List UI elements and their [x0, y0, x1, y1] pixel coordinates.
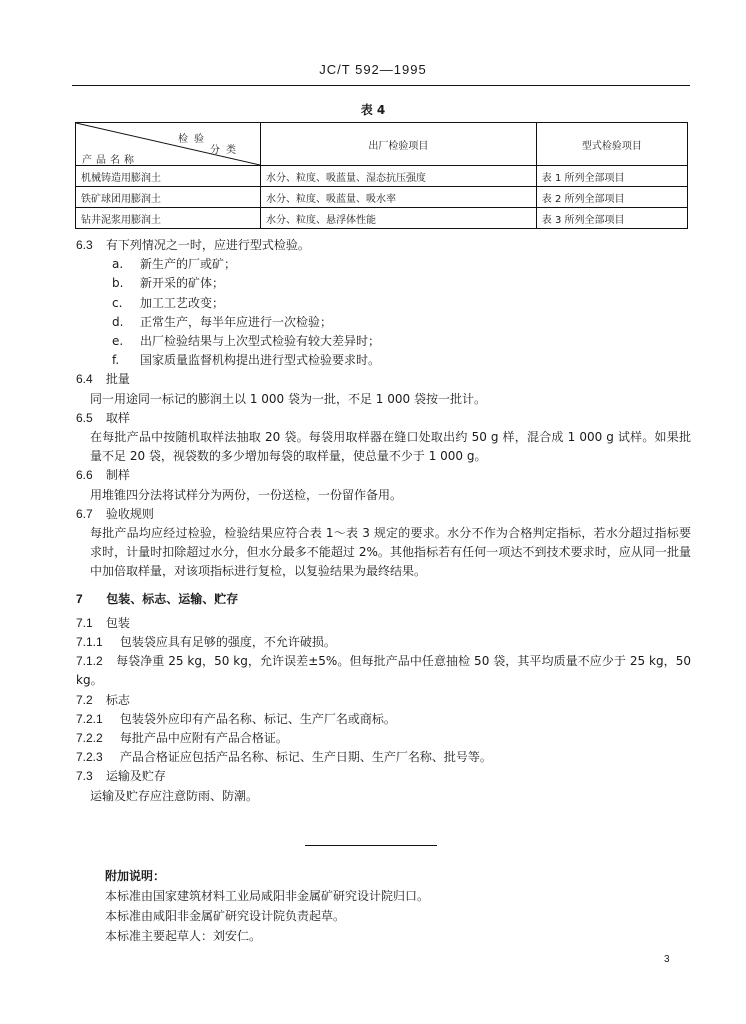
list-item: d. 正常生产，每半年应进行一次检验； — [112, 314, 333, 329]
standard-code-header: JC/T 592—1995 — [319, 62, 427, 77]
type-items-cell: 表 2 所列全部项目 — [536, 187, 687, 208]
clause-title: 标志 — [105, 692, 130, 707]
table-row — [76, 166, 688, 187]
clause-paragraph: 每批产品均应经过检验，检验结果应符合表 1～表 3 规定的要求。水分不作为合格判定指标，若水分超过指标要求时，计量时扣除超过水分，但水分最多不能超过 2%。其他指标若有任何一项达不到技术要求时，应从同一批量中加倍取样量，对该项指标进行复检，以复验结果为最终结果。 — [90, 526, 691, 579]
clause-7-2-2: 7.2.2 每批产品中应附有产品合格证。 — [76, 731, 288, 746]
clause-number: 6.3 — [76, 238, 93, 252]
clause-paragraph: 运输及贮存应注意防雨、防潮。 — [90, 788, 259, 803]
notes-line: 本标准主要起草人：刘安仁。 — [105, 929, 262, 943]
list-item: c. 加工工艺改变； — [112, 295, 225, 310]
table-header-row — [76, 123, 688, 166]
diagonal-header-cell — [76, 123, 261, 166]
col-header-type-inspection: 型式检验项目 — [536, 123, 687, 166]
clause-paragraph: 在每批产品中按随机取样法抽取 20 袋。每袋用取样器在缝口处取出约 50 g 样，混合成 1 000 g 试样。如果批量不足 20 袋，视袋数的多少增加每袋的取样量，使总量不少于 1 000 g。 — [90, 430, 691, 464]
corner-label-category: 分类 — [210, 145, 242, 156]
clause-6-3 — [76, 236, 691, 255]
table-row — [76, 208, 688, 229]
corner-label-inspection: 检验 — [178, 134, 210, 145]
corner-label-product: 产品名称 — [82, 155, 138, 166]
clause-paragraph: 同一用途同一标记的膨润土以 1 000 袋为一批，不足 1 000 袋按一批计。 — [90, 391, 486, 406]
additional-notes — [105, 866, 429, 946]
clause-title: 取样 — [105, 410, 130, 425]
list-item: e. 出厂检验结果与上次型式检验有较大差异时； — [112, 334, 381, 349]
list-item: b. 新开采的矿体； — [112, 276, 225, 291]
clause-title: 制样 — [105, 468, 130, 483]
table-4 — [75, 122, 688, 229]
clause-7-2-3: 7.2.3 产品合格证应包括产品名称、标记、生产日期、生产厂名称、批号等。 — [76, 750, 492, 765]
clause-7-3: 7.3 运输及贮存 — [76, 769, 166, 784]
type-items-cell: 表 1 所列全部项目 — [536, 166, 687, 187]
clause-6-5: 6.5 取样 — [76, 410, 130, 425]
type-items-cell: 表 3 所列全部项目 — [536, 208, 687, 229]
product-name-cell: 机械铸造用膨润土 — [76, 166, 261, 187]
table-caption: 表 4 — [360, 103, 386, 117]
factory-items-cell: 水分、粒度、吸蓝量、湿态抗压强度 — [261, 166, 537, 187]
clause-7-2: 7.2 标志 — [76, 692, 130, 707]
clause-title: 包装 — [105, 615, 130, 630]
notes-title: 附加说明： — [105, 869, 166, 883]
product-name-cell: 钻井泥浆用膨润土 — [76, 208, 261, 229]
clause-text: 有下列情况之一时，应进行型式检验。 — [105, 238, 310, 252]
section-divider — [305, 845, 437, 846]
factory-items-cell: 水分、粒度、吸蓝量、吸水率 — [261, 187, 537, 208]
page-number: 3 — [664, 954, 670, 965]
clause-7-2-1: 7.2.1 包装袋外应印有产品名称、标记、生产厂名或商标。 — [76, 711, 396, 726]
notes-line: 本标准由咸阳非金属矿研究设计院负责起草。 — [105, 909, 346, 923]
list-item: a. 新生产的厂或矿； — [112, 257, 237, 272]
notes-line: 本标准由国家建筑材料工业局咸阳非金属矿研究设计院归口。 — [105, 889, 430, 903]
product-name-cell: 铁矿球团用膨润土 — [76, 187, 261, 208]
clause-title: 批量 — [105, 372, 130, 387]
clause-7-1-2: 7.1.2 每袋净重 25 kg，50 kg，允许误差±5%。但每批产品中任意抽检 50 袋，其平均质量不应少于 25 kg，50 kg。 — [76, 654, 691, 688]
clause-6-4: 6.4 批量 — [76, 372, 130, 387]
clause-title: 验收规则 — [105, 506, 154, 521]
document-body — [76, 236, 691, 806]
header-rule — [72, 85, 690, 86]
clause-paragraph: 用堆锥四分法将试样分为两份，一份送检，一份留作备用。 — [90, 487, 403, 502]
chapter-title: 包装、标志、运输、贮存 — [106, 591, 239, 606]
clause-7-1: 7.1 包装 — [76, 615, 130, 630]
factory-items-cell: 水分、粒度、悬浮体性能 — [261, 208, 537, 229]
table-row — [76, 187, 688, 208]
clause-6-6: 6.6 制样 — [76, 468, 130, 483]
clause-title: 运输及贮存 — [105, 769, 166, 784]
clause-7-1-1: 7.1.1 包装袋应具有足够的强度，不允许破损。 — [76, 635, 336, 650]
col-header-factory-inspection: 出厂检验项目 — [261, 123, 537, 166]
chapter-7-heading: 7 包装、标志、运输、贮存 — [76, 591, 239, 606]
list-item: f. 国家质量监督机构提出进行型式检验要求时。 — [112, 353, 381, 368]
clause-6-7: 6.7 验收规则 — [76, 506, 154, 521]
